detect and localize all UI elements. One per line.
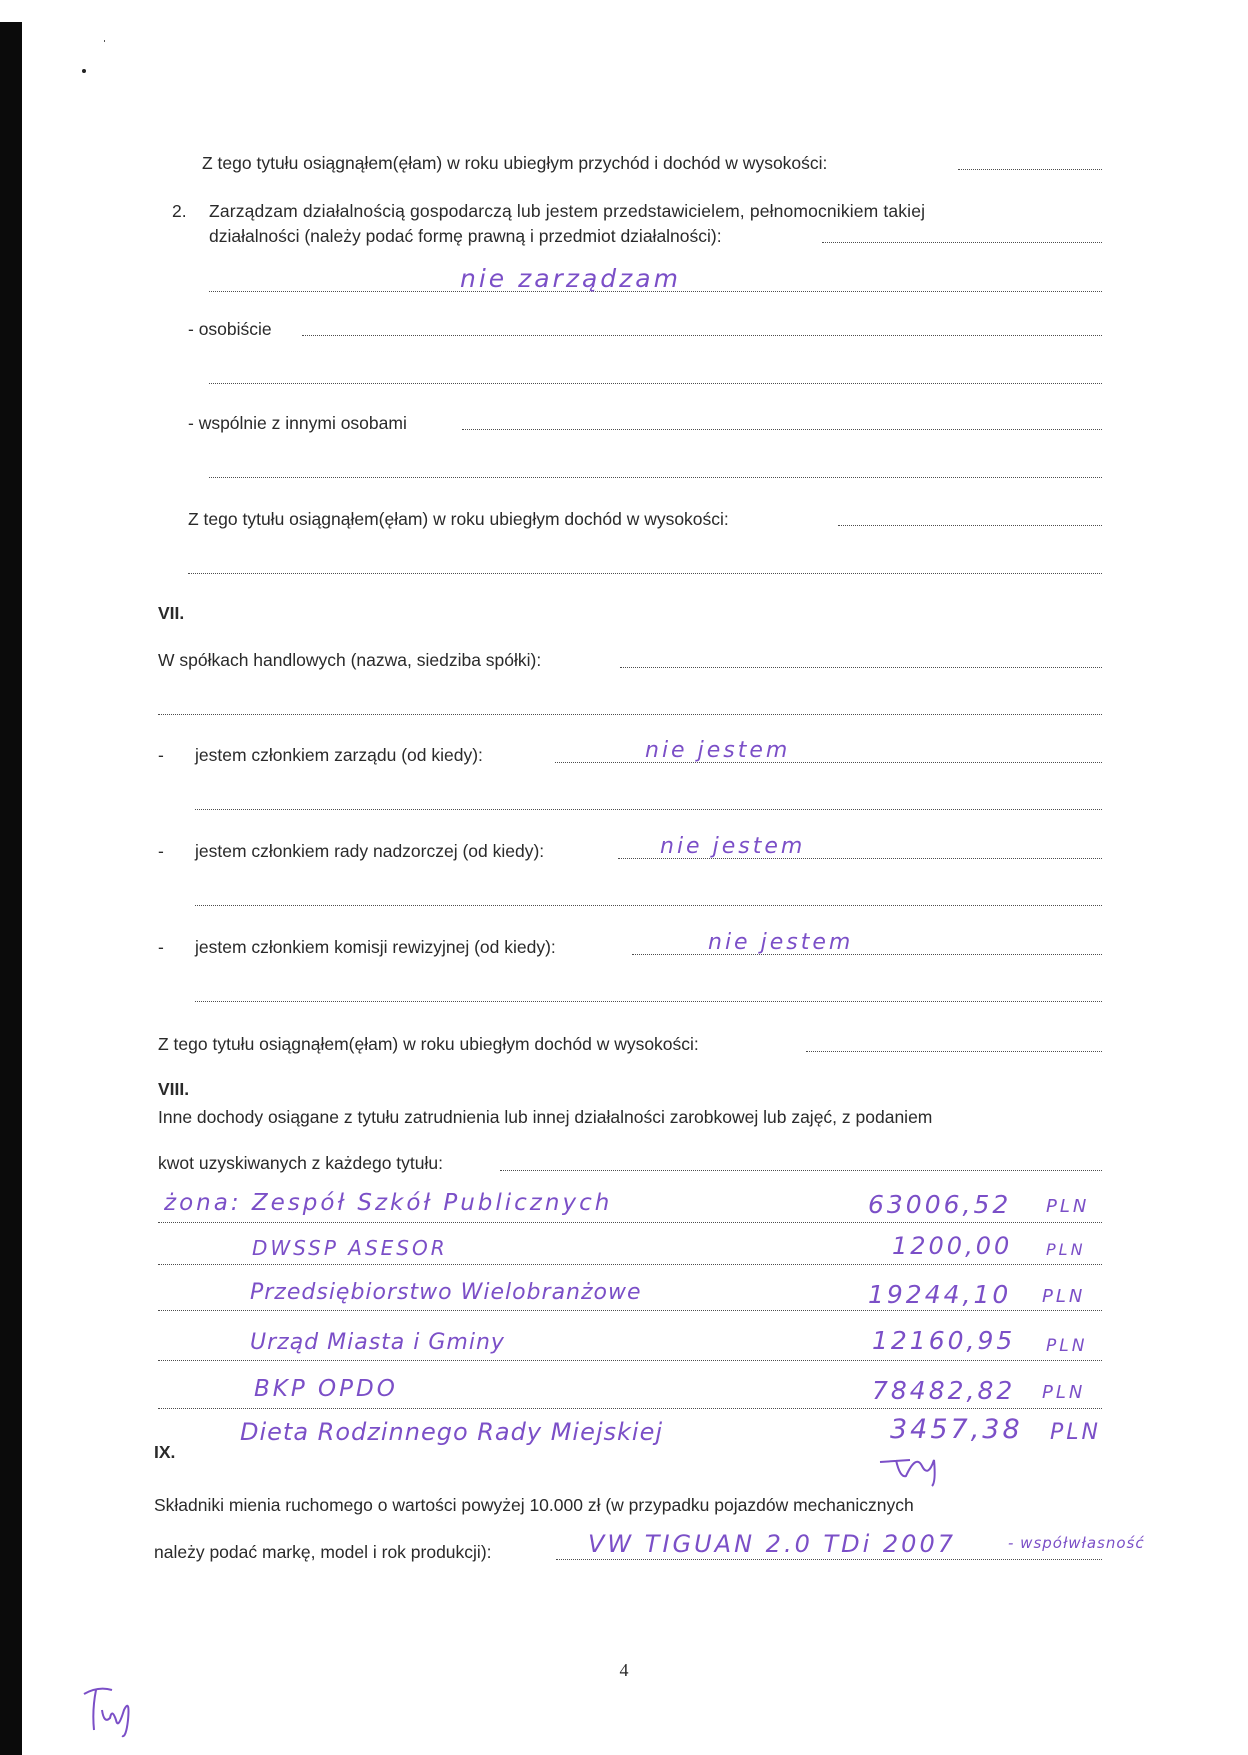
fill-line xyxy=(620,667,1102,668)
income-amount: 78482,82 xyxy=(872,1376,1016,1405)
fill-line xyxy=(822,242,1102,243)
fill-line xyxy=(632,954,1102,955)
fill-line xyxy=(158,1222,1102,1223)
fill-line xyxy=(209,383,1102,384)
income-amount: 63006,52 xyxy=(868,1190,1012,1219)
income-source: Urząd Miasta i Gminy xyxy=(250,1330,505,1355)
paraph-mark xyxy=(876,1448,956,1488)
income-source: DWSSP ASESOR xyxy=(252,1236,448,1260)
income-unit: PLN xyxy=(1046,1196,1090,1217)
zarzad-label: jestem członkiem zarządu (od kiedy): xyxy=(195,745,483,765)
income-unit: PLN xyxy=(1046,1240,1086,1259)
inne-text: Inne dochody osiągane z tytułu zatrudnienia lub innej działalności zarobkowej lub zajęć, z podaniem xyxy=(158,1107,933,1127)
income-source: Dieta Rodzinnego Rady Miejskiej xyxy=(240,1418,664,1446)
income-unit: PLN xyxy=(1050,1420,1101,1445)
osobiscie-label: - osobiście xyxy=(188,319,272,339)
fill-line xyxy=(188,573,1102,574)
fill-line xyxy=(838,525,1102,526)
scan-speck xyxy=(82,69,86,73)
income-source: żona: Zespół Szkół Publicznych xyxy=(164,1190,613,1216)
handwritten-answer: nie jestem xyxy=(645,738,791,763)
income-unit: PLN xyxy=(1042,1382,1086,1403)
income-amount: 19244,10 xyxy=(868,1280,1012,1309)
fill-line xyxy=(195,905,1102,906)
fill-line xyxy=(958,169,1102,170)
fill-line xyxy=(806,1051,1102,1052)
income-line: Z tego tytułu osiągnąłem(ęłam) w roku ubiegłym dochód w wysokości: xyxy=(188,509,729,529)
fill-line xyxy=(158,1360,1102,1361)
mienie-text: Składniki mienia ruchomego o wartości powyżej 10.000 zł (w przypadku pojazdów mechanicznych xyxy=(154,1495,914,1515)
income-source: Przedsiębiorstwo Wielobranżowe xyxy=(250,1280,642,1305)
income-amount: 3457,38 xyxy=(890,1414,1023,1445)
section-heading: IX. xyxy=(154,1442,176,1462)
dash: - xyxy=(158,745,164,765)
income-line: Z tego tytułu osiągnąłem(ęłam) w roku ubiegłym dochód w wysokości: xyxy=(158,1034,699,1054)
scan-speck xyxy=(104,40,105,42)
page-number: 4 xyxy=(619,1660,629,1680)
fill-line xyxy=(462,429,1102,430)
fill-line xyxy=(556,1559,1102,1560)
income-amount: 1200,00 xyxy=(892,1232,1013,1260)
handwritten-note: - współwłasność xyxy=(1008,1534,1145,1552)
income-line: Z tego tytułu osiągnąłem(ęłam) w roku ubiegłym przychód i dochód w wysokości: xyxy=(202,153,828,173)
item-number: 2. xyxy=(172,201,187,221)
fill-line xyxy=(158,1264,1102,1265)
handwritten-answer: nie jestem xyxy=(660,834,806,859)
fill-line xyxy=(209,477,1102,478)
dash: - xyxy=(158,937,164,957)
mienie-text: należy podać markę, model i rok produkcji): xyxy=(154,1542,492,1562)
handwritten-answer: nie jestem xyxy=(708,930,854,955)
rada-label: jestem członkiem rady nadzorczej (od kiedy): xyxy=(195,841,545,861)
inne-text: kwot uzyskiwanych z każdego tytułu: xyxy=(158,1153,443,1173)
fill-line xyxy=(158,714,1102,715)
section-heading: VIII. xyxy=(158,1079,190,1099)
fill-line xyxy=(195,809,1102,810)
fill-line xyxy=(195,1001,1102,1002)
fill-line xyxy=(158,1310,1102,1311)
fill-line xyxy=(500,1170,1102,1171)
income-unit: PLN xyxy=(1046,1336,1088,1356)
wspolnie-label: - wspólnie z innymi osobami xyxy=(188,413,407,433)
fill-line xyxy=(158,1408,1102,1409)
income-unit: PLN xyxy=(1042,1286,1086,1307)
signature-initials xyxy=(78,1680,148,1740)
fill-line xyxy=(302,335,1102,336)
income-source: BKP OPDO xyxy=(254,1376,398,1402)
handwritten-answer: nie zarządzam xyxy=(460,264,681,293)
scan-border xyxy=(0,22,22,1755)
income-amount: 12160,95 xyxy=(872,1326,1016,1355)
section-heading: VII. xyxy=(158,603,185,623)
handwritten-answer: VW TIGUAN 2.0 TDi 2007 xyxy=(588,1530,956,1558)
fill-line xyxy=(555,762,1102,763)
spolki-label: W spółkach handlowych (nazwa, siedziba spółki): xyxy=(158,650,542,670)
dash: - xyxy=(158,841,164,861)
item-text: Zarządzam działalnością gospodarczą lub jestem przedstawicielem, pełnomocnikiem takiej xyxy=(209,201,926,221)
item-text: działalności (należy podać formę prawną i przedmiot działalności): xyxy=(209,226,722,246)
komisja-label: jestem członkiem komisji rewizyjnej (od kiedy): xyxy=(195,937,556,957)
